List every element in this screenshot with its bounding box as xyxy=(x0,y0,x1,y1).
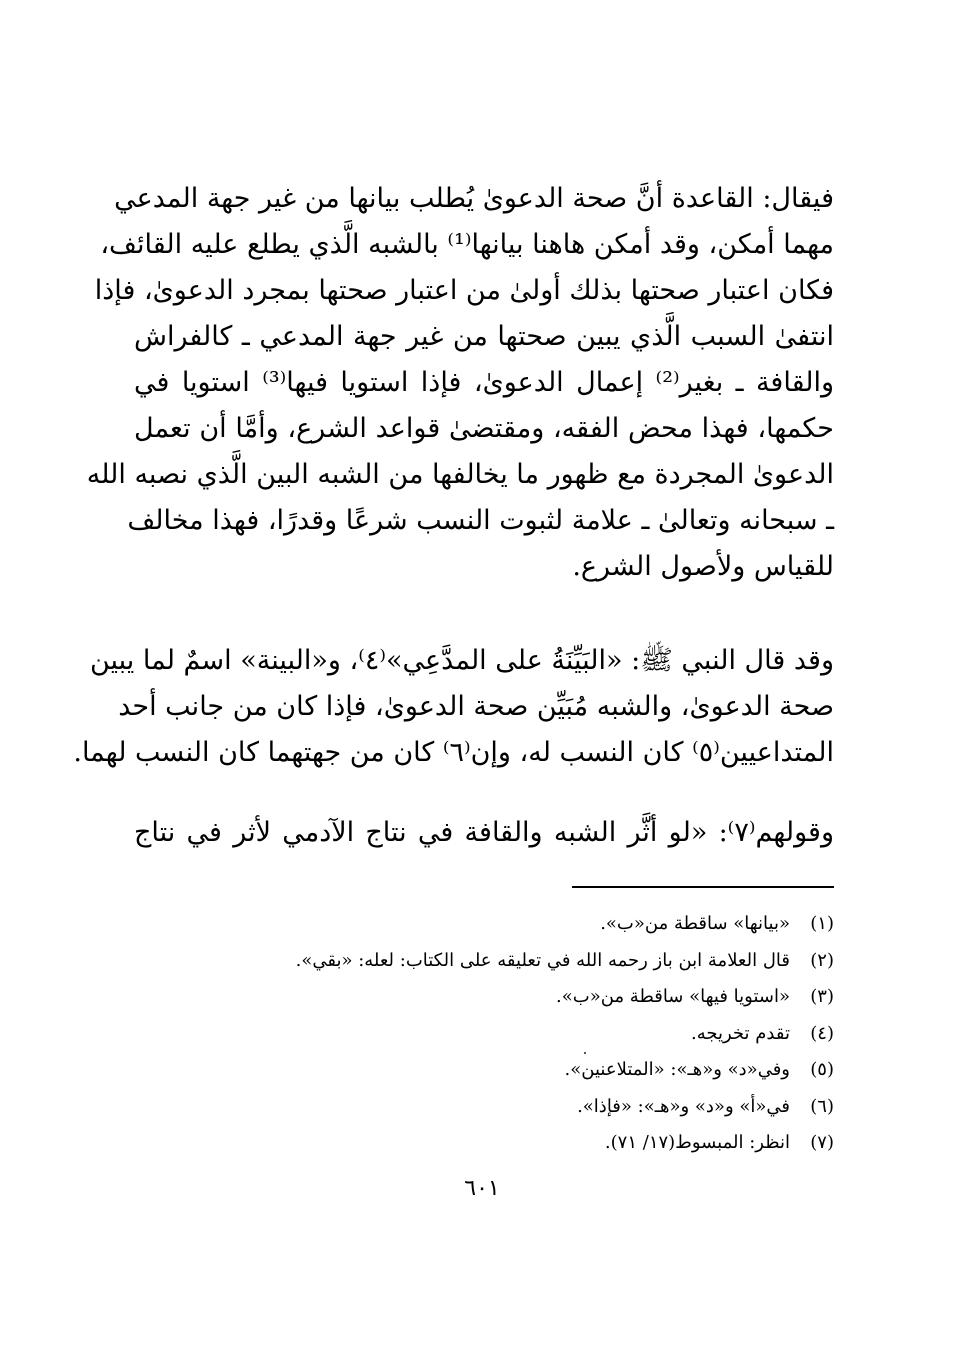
text-line: الدعوىٰ المجردة مع ظهور ما يخالفها من الشبه البين الَّذي نصبه الله xyxy=(86,459,834,490)
text-line: المتداعيين⁽٥⁾ كان النسب له، وإن⁽٦⁾ كان من جهتهما كان النسب لهما. xyxy=(73,737,834,768)
footnote-item xyxy=(134,1125,834,1162)
footnote-item xyxy=(134,943,834,980)
text-line: ـ سبحانه وتعالىٰ ـ علامة لثبوت النسب شرعًا وقدرًا، فهذا مخالف xyxy=(127,505,834,536)
footnote-number: (٢) xyxy=(810,949,834,971)
footnote-text: «استويا فيها» ساقطة من«ب». xyxy=(556,986,790,1007)
text-line: فكان اعتبار صحتها بذلك أولىٰ من اعتبار صحتها بمجرد الدعوىٰ، فإذا xyxy=(94,275,834,306)
footnote-number: (٣) xyxy=(810,986,834,1007)
text-line: والقافة ـ بغير⁽²⁾ إعمال الدعوىٰ، فإذا استويا فيها⁽³⁾ استويا في xyxy=(134,367,834,398)
text-line: فيقال: القاعدة أنَّ صحة الدعوىٰ يُطلب بيانها من غير جهة المدعي xyxy=(114,183,834,214)
footnote-number: (١) xyxy=(810,913,834,934)
text-line: وقولهم⁽٧⁾: «لو أثَّر الشبه والقافة في نتاج الآدمي لأثر في نتاج xyxy=(134,817,834,848)
footnotes-list xyxy=(134,906,834,1162)
text-line: للقياس ولأصول الشرع. xyxy=(572,551,834,582)
text-line: حكمها، فهذا محض الفقه، ومقتضىٰ قواعد الشرع، وأمَّا أن تعمل xyxy=(134,413,834,444)
footnote-divider xyxy=(572,886,834,888)
footnote-number: (٦) xyxy=(810,1095,834,1117)
footnote-item xyxy=(134,1016,834,1053)
footnote-text: في«أ» و«د» و«هـ»: «فإذا». xyxy=(577,1095,790,1117)
footnote-number: (٧) xyxy=(810,1132,834,1153)
scan-speck xyxy=(584,1052,586,1054)
footnote-item xyxy=(134,1089,834,1126)
footnote-text: «بيانها» ساقطة من«ب». xyxy=(600,913,790,934)
text-line: انتفىٰ السبب الَّذي يبين صحتها من غير جهة المدعي ـ كالفراش xyxy=(134,321,834,352)
footnote-item xyxy=(134,906,834,943)
footnote-item xyxy=(134,979,834,1016)
footnote-text: انظر: المبسوط(١٧/ ٧١). xyxy=(604,1132,790,1153)
footnote-number: (٤) xyxy=(810,1022,834,1044)
footnote-text: تقدم تخريجه. xyxy=(691,1022,790,1044)
footnote-number: (٥) xyxy=(810,1059,834,1080)
footnote-item xyxy=(134,1052,834,1089)
paragraph-1 xyxy=(86,176,834,590)
text-line: وقد قال النبي ﷺ: «البَيِّنَةُ على المدَّعِي»⁽٤⁾، و«البينة» اسمٌ لما يبين xyxy=(89,645,834,676)
paragraph-3 xyxy=(134,810,834,856)
footnote-text: قال العلامة ابن باز رحمه الله في تعليقه على الكتاب: لعله: «بقي». xyxy=(295,949,790,971)
paragraph-2 xyxy=(73,638,834,776)
footnote-text: وفي«د» و«هـ»: «المتلاعنين». xyxy=(564,1059,790,1080)
text-line: مهما أمكن، وقد أمكن هاهنا بيانها⁽¹⁾ بالشبه الَّذي يطلع عليه القائف، xyxy=(100,229,834,260)
text-line: صحة الدعوىٰ، والشبه مُبَيِّن صحة الدعوىٰ، فإذا كان من جانب أحد xyxy=(118,691,834,722)
page-number: ٦٠١ xyxy=(464,1176,500,1201)
